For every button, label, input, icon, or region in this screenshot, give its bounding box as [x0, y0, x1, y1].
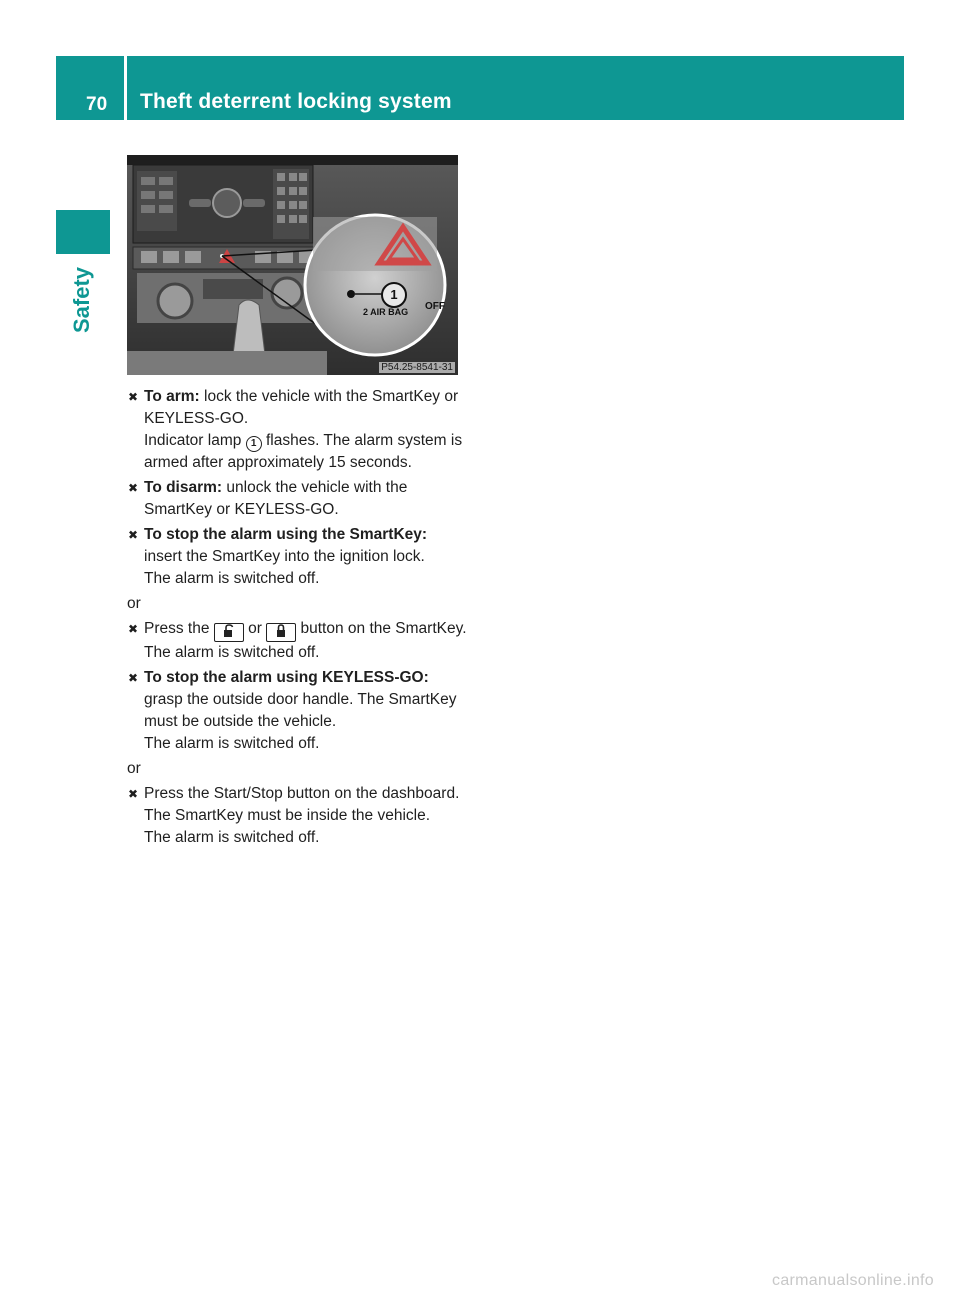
step-disarm [127, 477, 467, 521]
indicator-suffix: flashes. The alarm system is armed after approximately 15 seconds. [144, 432, 463, 471]
step-stop-smartkey-result: The alarm is switched off. [144, 570, 320, 587]
step-arm-lead: To arm: [144, 388, 200, 405]
step-arrow-icon: ✖ [128, 671, 139, 685]
step-stop-smartkey [127, 524, 467, 590]
press-button-suffix: button on the SmartKey. [296, 620, 467, 637]
step-arrow-icon: ✖ [128, 481, 139, 495]
step-arrow-icon: ✖ [128, 390, 139, 404]
step-arrow-icon: ✖ [128, 622, 139, 636]
step-stop-keyless-text: grasp the outside door handle. The SmartKey must be outside the vehicle. [144, 691, 457, 730]
instructions [127, 386, 467, 852]
step-stop-smartkey-text: insert the SmartKey into the ignition lock. [144, 548, 425, 565]
step-press-button [127, 618, 467, 664]
press-button-result: The alarm is switched off. [144, 644, 320, 661]
step-press-start-result: The alarm is switched off. [144, 829, 320, 846]
indicator-callout-icon [246, 436, 262, 452]
press-button-prefix: Press the [144, 620, 214, 637]
press-button-middle: or [243, 620, 267, 637]
step-disarm-text: unlock the vehicle with the SmartKey or KEYLESS-GO. [144, 479, 408, 518]
unlock-icon [214, 623, 244, 642]
side-tab-label: Safety [69, 266, 94, 334]
step-arrow-icon: ✖ [128, 528, 139, 542]
step-press-start-text: Press the Start/Stop button on the dashboard. The SmartKey must be inside the vehicle. [144, 785, 460, 824]
step-press-start [127, 783, 467, 849]
indicator-number: 1 [250, 438, 257, 449]
side-tab-block [56, 210, 110, 254]
section-title: Theft deterrent locking system [140, 90, 452, 113]
callout-1 [381, 282, 407, 308]
lock-icon [266, 623, 296, 642]
or-separator-1: or [127, 595, 141, 612]
indicator-prefix: Indicator lamp [144, 432, 246, 449]
dashboard-illustration [127, 155, 458, 375]
step-arm-text: lock the vehicle with the SmartKey or KEYLESS-GO. [144, 388, 459, 427]
step-stop-keyless-result: The alarm is switched off. [144, 735, 320, 752]
step-arm [127, 386, 467, 474]
figure-code: P54.25-8541-31 [381, 362, 453, 373]
step-stop-keyless-lead: To stop the alarm using KEYLESS-GO: [144, 669, 429, 686]
or-separator-2: or [127, 760, 141, 777]
step-arrow-icon: ✖ [128, 787, 139, 801]
header-divider [124, 56, 127, 122]
step-disarm-lead: To disarm: [144, 479, 223, 496]
step-stop-keyless [127, 667, 467, 755]
callout-1-number: 1 [390, 287, 398, 302]
step-stop-smartkey-lead: To stop the alarm using the SmartKey: [144, 526, 428, 543]
page-number: 70 [86, 94, 108, 115]
dashboard-photo [127, 155, 458, 375]
off-label: OFF [425, 301, 445, 312]
watermark: carmanualsonline.info [772, 1272, 934, 1289]
airbag-label: 2 AIR BAG [363, 307, 409, 317]
